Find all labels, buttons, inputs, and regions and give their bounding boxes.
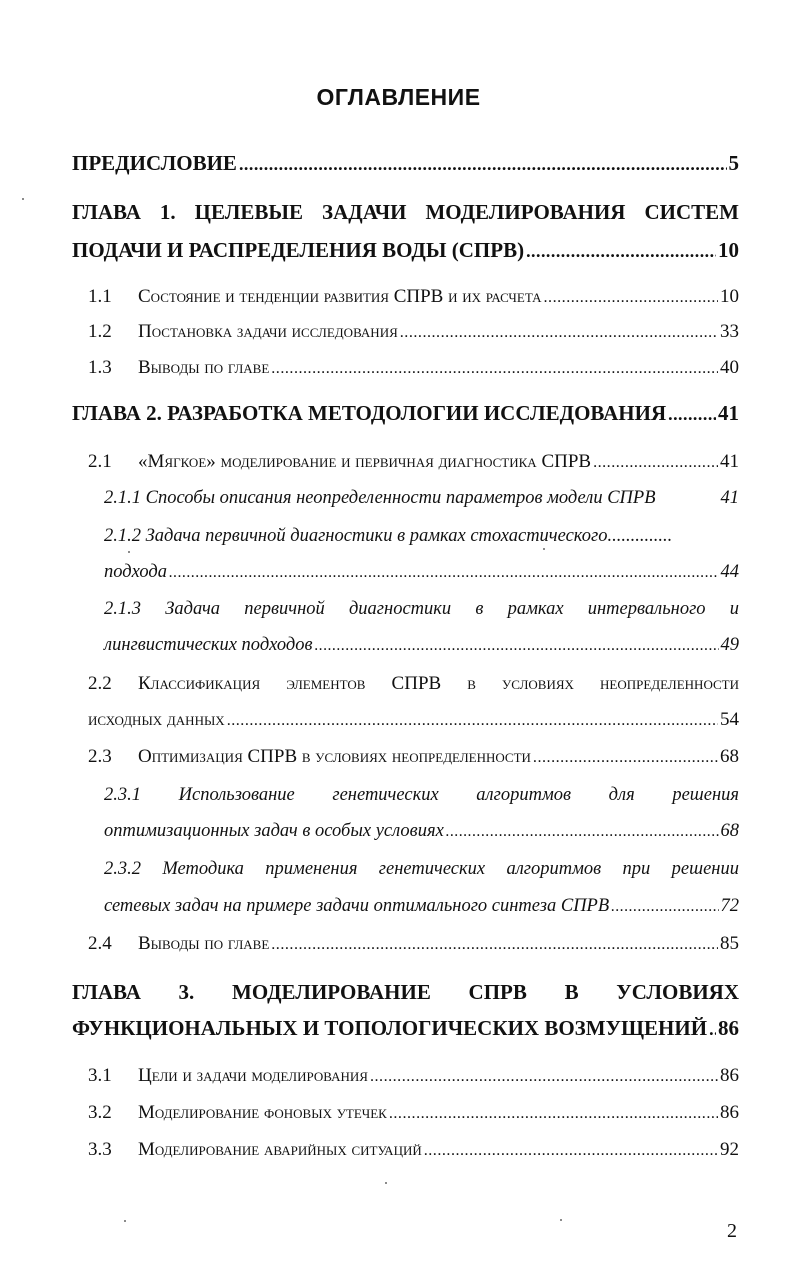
toc-entry-2-1-3-line-1[interactable]: 2.1.3 Задача первичной диагностики в рамках интервального и [104, 599, 739, 619]
toc-label: 2.1.1 Способы описания неопределенности параметров модели СПРВ [104, 488, 656, 508]
page-title: ОГЛАВЛЕНИЕ [316, 84, 481, 110]
section-number: 3.3 [88, 1139, 112, 1160]
toc-page: 86 [720, 1102, 739, 1123]
leader-dots [709, 1021, 716, 1039]
toc-page: 68 [720, 821, 739, 841]
toc-entry-chapter-3-line-1[interactable]: ГЛАВА 3. МОДЕЛИРОВАНИЕ СПРВ В УСЛОВИЯХ [72, 980, 739, 1004]
section-number: 3.1 [88, 1065, 112, 1086]
leader-dots [239, 156, 727, 174]
toc-label: ПРЕДИСЛОВИЕ [72, 151, 237, 175]
toc-entry-2-3-2-line-1[interactable]: 2.3.2 Методика применения генетических алгоритмов при решении [104, 859, 739, 879]
leader-dots [668, 406, 716, 424]
section-number: 1.2 [88, 321, 112, 342]
leader-dots [533, 750, 718, 766]
toc-page: 86 [720, 1065, 739, 1086]
toc-entry-1-2[interactable] [88, 322, 739, 341]
toc-page: 5 [728, 151, 739, 175]
leader-dots [544, 290, 718, 306]
toc-page: 41 [720, 488, 739, 508]
toc-entry-3-1[interactable] [88, 1066, 739, 1085]
leader-dots [400, 325, 718, 341]
leader-dots [389, 1106, 718, 1122]
leader-dots [593, 455, 718, 471]
toc-page: 41 [720, 451, 739, 472]
toc-entry-1-3[interactable] [88, 358, 739, 377]
section-number: 2.3 [88, 746, 112, 767]
scan-speck [560, 1219, 562, 1221]
toc-label: Моделирование фоновых утечек [138, 1102, 387, 1123]
leader-dots [424, 1143, 718, 1159]
toc-label: лингвистических подходов [104, 635, 313, 655]
toc-entry-2-1-1[interactable] [104, 489, 739, 508]
scan-speck [128, 551, 130, 553]
toc-label: 2.1.2 Задача первичной диагностики в рамках стохастического.............. [104, 526, 673, 546]
toc-label: подхода [104, 562, 167, 582]
toc-label: Классификация элементов СПРВ в условиях неопределенности [138, 673, 739, 694]
toc-page: 49 [720, 635, 739, 655]
toc-entry-2-4[interactable] [88, 934, 739, 953]
leader-dots [446, 824, 719, 840]
leader-dots [526, 243, 716, 261]
toc-entry-2-1-2[interactable] [104, 563, 739, 582]
toc-label: Моделирование аварийных ситуаций [138, 1139, 422, 1160]
toc-label: «Мягкое» моделирование и первичная диагностика СПРВ [138, 451, 592, 472]
toc-label: исходных данных [88, 709, 225, 730]
toc-entry-chapter-1[interactable] [72, 240, 739, 261]
scan-speck [124, 1220, 126, 1222]
toc-entry-3-2[interactable] [88, 1103, 739, 1122]
section-number: 2.4 [88, 933, 112, 954]
page-number: 2 [727, 1220, 737, 1242]
leader-dots [271, 937, 718, 953]
toc-label: ГЛАВА 2. РАЗРАБОТКА МЕТОДОЛОГИИ ИССЛЕДОВАНИЯ [72, 401, 667, 425]
toc-label: Состояние и тенденции развития СПРВ и их расчета [138, 286, 542, 307]
toc-page: 92 [720, 1139, 739, 1160]
toc-entry-chapter-3[interactable] [72, 1018, 739, 1039]
leader-dots [315, 638, 719, 654]
toc-page: 54 [720, 709, 739, 730]
toc-entry-2-2[interactable] [88, 710, 739, 729]
toc-entry-2-1-3[interactable] [104, 636, 739, 655]
section-number: 1.3 [88, 357, 112, 378]
toc-entry-chapter-2[interactable] [72, 403, 739, 424]
toc-page: 86 [718, 1016, 739, 1040]
leader-dots [271, 361, 718, 377]
toc-label: Постановка задачи исследования [138, 321, 398, 342]
toc-entry-preface[interactable] [72, 153, 739, 174]
section-number: 1.1 [88, 286, 112, 307]
toc-page: 40 [720, 357, 739, 378]
toc-label: ФУНКЦИОНАЛЬНЫХ И ТОПОЛОГИЧЕСКИХ ВОЗМУЩЕНИЙ [72, 1016, 708, 1040]
toc-page: 33 [720, 321, 739, 342]
leader-dots [169, 565, 719, 581]
toc-entry-3-3[interactable] [88, 1140, 739, 1159]
section-number: 2.2 [88, 673, 112, 694]
toc-label: ПОДАЧИ И РАСПРЕДЕЛЕНИЯ ВОДЫ (СПРВ) [72, 238, 525, 262]
toc-page: 10 [718, 238, 739, 262]
toc-entry-2-1[interactable] [88, 452, 739, 471]
toc-entry-2-2-line-1[interactable] [88, 674, 739, 693]
toc-entry-2-3-1[interactable] [104, 822, 739, 841]
section-number: 2.1 [88, 451, 112, 472]
toc-label: сетевых задач на примере задачи оптимального синтеза СПРВ [104, 896, 610, 916]
toc-page: 68 [720, 746, 739, 767]
scan-speck [22, 198, 24, 200]
toc-page: 10 [720, 286, 739, 307]
toc-entry-chapter-1-line-1[interactable]: ГЛАВА 1. ЦЕЛЕВЫЕ ЗАДАЧИ МОДЕЛИРОВАНИЯ СИСТЕМ [72, 200, 739, 224]
scan-speck [385, 1182, 387, 1184]
leader-dots [227, 713, 718, 729]
toc-label: Оптимизация СПРВ в условиях неопределенности [138, 746, 531, 767]
leader-dots [370, 1069, 718, 1085]
toc-page: 72 [720, 896, 739, 916]
scan-speck [543, 548, 545, 550]
toc-label: Выводы по главе [138, 357, 270, 378]
toc-page: 85 [720, 933, 739, 954]
toc-label: Выводы по главе [138, 933, 270, 954]
section-number: 3.2 [88, 1102, 112, 1123]
toc-entry-1-1[interactable] [88, 287, 739, 306]
toc-page: 41 [718, 401, 739, 425]
toc-entry-2-3[interactable] [88, 747, 739, 766]
toc-entry-2-1-2-line-1[interactable] [104, 527, 739, 546]
toc-page: 44 [720, 562, 739, 582]
toc-label: Цели и задачи моделирования [138, 1065, 368, 1086]
toc-entry-2-3-1-line-1[interactable]: 2.3.1 Использование генетических алгоритмов для решения [104, 785, 739, 805]
toc-entry-2-3-2[interactable] [104, 897, 739, 916]
toc-label: оптимизационных задач в особых условиях [104, 821, 444, 841]
leader-dots [611, 899, 718, 915]
